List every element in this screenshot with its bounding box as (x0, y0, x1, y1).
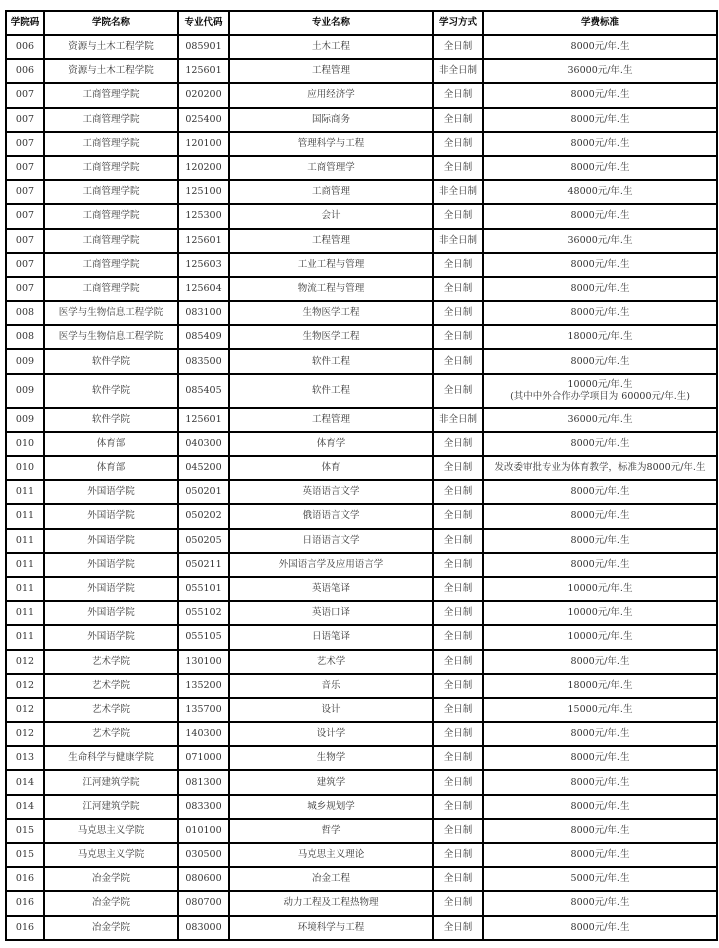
table-row (6, 35, 717, 59)
cell-major-name: 软件工程 (229, 349, 433, 373)
cell-study-mode: 全日制 (433, 553, 483, 577)
table-row (6, 325, 717, 349)
cell-tuition: 10000元/年.生 (483, 577, 717, 601)
cell-study-mode: 全日制 (433, 504, 483, 528)
table-row (6, 408, 717, 432)
cell-major-name: 马克思主义理论 (229, 843, 433, 867)
cell-study-mode: 全日制 (433, 577, 483, 601)
cell-tuition: 8000元/年.生 (483, 746, 717, 770)
header-major-name: 专业名称 (229, 11, 433, 35)
cell-study-mode: 全日制 (433, 843, 483, 867)
header-college-code: 学院码 (6, 11, 44, 35)
cell-tuition: 8000元/年.生 (483, 891, 717, 915)
cell-tuition: 8000元/年.生 (483, 35, 717, 59)
cell-college-name: 江河建筑学院 (44, 795, 178, 819)
cell-college-code: 011 (6, 625, 44, 649)
cell-college-code: 011 (6, 529, 44, 553)
cell-tuition: 8000元/年.生 (483, 650, 717, 674)
cell-major-name: 建筑学 (229, 770, 433, 794)
cell-college-code: 016 (6, 867, 44, 891)
cell-study-mode: 全日制 (433, 301, 483, 325)
cell-college-code: 012 (6, 722, 44, 746)
cell-college-name: 工商管理学院 (44, 204, 178, 228)
cell-major-code: 025400 (178, 108, 229, 132)
cell-major-name: 工商管理学 (229, 156, 433, 180)
cell-tuition: 8000元/年.生 (483, 301, 717, 325)
cell-major-name: 冶金工程 (229, 867, 433, 891)
cell-major-name: 日语语言文学 (229, 529, 433, 553)
cell-college-name: 外国语学院 (44, 625, 178, 649)
cell-college-code: 012 (6, 650, 44, 674)
table-row (6, 746, 717, 770)
cell-college-name: 马克思主义学院 (44, 819, 178, 843)
table-row (6, 529, 717, 553)
cell-tuition: 8000元/年.生 (483, 770, 717, 794)
cell-major-code: 083100 (178, 301, 229, 325)
table-row (6, 843, 717, 867)
cell-major-code: 120200 (178, 156, 229, 180)
cell-tuition: 发改委审批专业为体育教学，标准为8000元/年.生 (483, 456, 717, 480)
cell-college-code: 007 (6, 277, 44, 301)
cell-major-name: 环境科学与工程 (229, 916, 433, 940)
cell-college-name: 外国语学院 (44, 504, 178, 528)
cell-college-code: 011 (6, 553, 44, 577)
cell-college-name: 江河建筑学院 (44, 770, 178, 794)
cell-study-mode: 全日制 (433, 674, 483, 698)
table-row (6, 132, 717, 156)
table-row (6, 553, 717, 577)
cell-college-name: 工商管理学院 (44, 132, 178, 156)
table-row (6, 156, 717, 180)
cell-major-name: 软件工程 (229, 374, 433, 408)
cell-college-code: 011 (6, 577, 44, 601)
cell-study-mode: 非全日制 (433, 59, 483, 83)
cell-study-mode: 全日制 (433, 277, 483, 301)
cell-college-name: 外国语学院 (44, 577, 178, 601)
cell-tuition (483, 374, 717, 408)
cell-tuition: 18000元/年.生 (483, 674, 717, 698)
cell-tuition: 8000元/年.生 (483, 83, 717, 107)
table-row (6, 891, 717, 915)
cell-study-mode: 全日制 (433, 625, 483, 649)
table-row (6, 349, 717, 373)
cell-college-code: 012 (6, 674, 44, 698)
cell-study-mode: 全日制 (433, 480, 483, 504)
table-row (6, 819, 717, 843)
table-row (6, 456, 717, 480)
cell-college-name: 艺术学院 (44, 674, 178, 698)
cell-tuition: 8000元/年.生 (483, 553, 717, 577)
cell-tuition: 10000元/年.生 (483, 601, 717, 625)
cell-college-name: 医学与生物信息工程学院 (44, 301, 178, 325)
cell-study-mode: 全日制 (433, 601, 483, 625)
cell-college-name: 冶金学院 (44, 891, 178, 915)
cell-major-code: 120100 (178, 132, 229, 156)
cell-major-name: 哲学 (229, 819, 433, 843)
cell-college-code: 009 (6, 349, 44, 373)
cell-tuition: 8000元/年.生 (483, 843, 717, 867)
cell-college-name: 体育部 (44, 432, 178, 456)
cell-major-name: 生物医学工程 (229, 325, 433, 349)
header-college-name: 学院名称 (44, 11, 178, 35)
table-row (6, 770, 717, 794)
cell-college-name: 艺术学院 (44, 698, 178, 722)
cell-study-mode: 全日制 (433, 891, 483, 915)
cell-major-code: 125601 (178, 229, 229, 253)
cell-tuition: 8000元/年.生 (483, 277, 717, 301)
cell-college-name: 工商管理学院 (44, 229, 178, 253)
header-study-mode: 学习方式 (433, 11, 483, 35)
cell-major-name: 应用经济学 (229, 83, 433, 107)
cell-college-code: 007 (6, 132, 44, 156)
cell-study-mode: 全日制 (433, 867, 483, 891)
cell-major-code: 050211 (178, 553, 229, 577)
cell-study-mode: 全日制 (433, 204, 483, 228)
cell-study-mode: 全日制 (433, 770, 483, 794)
cell-major-code: 085901 (178, 35, 229, 59)
cell-study-mode: 非全日制 (433, 229, 483, 253)
cell-major-code: 050202 (178, 504, 229, 528)
cell-study-mode: 全日制 (433, 722, 483, 746)
cell-college-name: 工商管理学院 (44, 253, 178, 277)
cell-major-name: 物流工程与管理 (229, 277, 433, 301)
tuition-table (5, 10, 718, 941)
cell-major-code: 050201 (178, 480, 229, 504)
cell-major-code: 081300 (178, 770, 229, 794)
cell-college-name: 冶金学院 (44, 867, 178, 891)
cell-major-name: 设计 (229, 698, 433, 722)
cell-major-code: 083500 (178, 349, 229, 373)
table-row (6, 916, 717, 940)
cell-study-mode: 全日制 (433, 253, 483, 277)
cell-major-code: 045200 (178, 456, 229, 480)
cell-study-mode: 全日制 (433, 374, 483, 408)
cell-study-mode: 全日制 (433, 349, 483, 373)
table-row (6, 59, 717, 83)
table-row (6, 625, 717, 649)
cell-major-code: 085409 (178, 325, 229, 349)
cell-college-code: 008 (6, 301, 44, 325)
cell-college-code: 014 (6, 770, 44, 794)
cell-tuition: 8000元/年.生 (483, 795, 717, 819)
cell-major-name: 俄语语言文学 (229, 504, 433, 528)
cell-study-mode: 非全日制 (433, 408, 483, 432)
cell-college-code: 011 (6, 601, 44, 625)
cell-college-name: 工商管理学院 (44, 180, 178, 204)
cell-college-name: 艺术学院 (44, 650, 178, 674)
cell-major-code: 125601 (178, 408, 229, 432)
cell-major-name: 城乡规划学 (229, 795, 433, 819)
cell-major-code: 135700 (178, 698, 229, 722)
cell-college-code: 013 (6, 746, 44, 770)
cell-major-name: 动力工程及工程热物理 (229, 891, 433, 915)
cell-major-name: 外国语言学及应用语言学 (229, 553, 433, 577)
table-row (6, 504, 717, 528)
cell-study-mode: 全日制 (433, 35, 483, 59)
cell-college-code: 015 (6, 843, 44, 867)
cell-college-name: 马克思主义学院 (44, 843, 178, 867)
cell-tuition: 8000元/年.生 (483, 722, 717, 746)
cell-college-code: 015 (6, 819, 44, 843)
cell-study-mode: 全日制 (433, 795, 483, 819)
table-row (6, 698, 717, 722)
cell-major-name: 英语语言文学 (229, 480, 433, 504)
cell-college-name: 艺术学院 (44, 722, 178, 746)
cell-college-name: 软件学院 (44, 408, 178, 432)
cell-tuition: 8000元/年.生 (483, 916, 717, 940)
cell-major-code: 055105 (178, 625, 229, 649)
table-row (6, 722, 717, 746)
cell-college-code: 009 (6, 374, 44, 408)
cell-tuition: 10000元/年.生 (483, 625, 717, 649)
table-row (6, 83, 717, 107)
cell-major-code: 055102 (178, 601, 229, 625)
cell-college-code: 011 (6, 480, 44, 504)
cell-college-name: 生命科学与健康学院 (44, 746, 178, 770)
table-row (6, 374, 717, 408)
cell-major-name: 生物学 (229, 746, 433, 770)
cell-tuition: 36000元/年.生 (483, 229, 717, 253)
table-row (6, 432, 717, 456)
table-row (6, 674, 717, 698)
cell-major-name: 音乐 (229, 674, 433, 698)
cell-major-code: 080700 (178, 891, 229, 915)
table-row (6, 795, 717, 819)
cell-study-mode: 全日制 (433, 456, 483, 480)
cell-tuition: 15000元/年.生 (483, 698, 717, 722)
cell-major-code: 080600 (178, 867, 229, 891)
cell-major-name: 日语笔译 (229, 625, 433, 649)
cell-tuition: 8000元/年.生 (483, 504, 717, 528)
table-row (6, 277, 717, 301)
cell-study-mode: 全日制 (433, 156, 483, 180)
cell-tuition: 8000元/年.生 (483, 132, 717, 156)
cell-major-code: 125300 (178, 204, 229, 228)
cell-college-code: 012 (6, 698, 44, 722)
cell-tuition: 8000元/年.生 (483, 253, 717, 277)
cell-major-code: 135200 (178, 674, 229, 698)
cell-college-code: 007 (6, 253, 44, 277)
cell-major-code: 083000 (178, 916, 229, 940)
table-row (6, 301, 717, 325)
cell-college-code: 016 (6, 891, 44, 915)
cell-college-code: 014 (6, 795, 44, 819)
cell-college-name: 外国语学院 (44, 480, 178, 504)
cell-college-code: 010 (6, 432, 44, 456)
table-row (6, 577, 717, 601)
cell-major-name: 艺术学 (229, 650, 433, 674)
cell-major-name: 工程管理 (229, 229, 433, 253)
cell-college-name: 工商管理学院 (44, 156, 178, 180)
table-row (6, 601, 717, 625)
cell-tuition: 8000元/年.生 (483, 108, 717, 132)
cell-major-code: 125601 (178, 59, 229, 83)
cell-major-name: 会计 (229, 204, 433, 228)
cell-college-code: 008 (6, 325, 44, 349)
cell-college-name: 外国语学院 (44, 529, 178, 553)
table-row (6, 108, 717, 132)
cell-tuition: 18000元/年.生 (483, 325, 717, 349)
cell-college-name: 工商管理学院 (44, 83, 178, 107)
cell-study-mode: 全日制 (433, 132, 483, 156)
cell-major-name: 管理科学与工程 (229, 132, 433, 156)
cell-major-name: 工程管理 (229, 408, 433, 432)
tuition-note: (其中中外合作办学项目为 60000元/年.生) (510, 390, 690, 402)
table-body (6, 35, 717, 940)
cell-major-name: 英语笔译 (229, 577, 433, 601)
cell-tuition: 8000元/年.生 (483, 156, 717, 180)
cell-major-code: 083300 (178, 795, 229, 819)
cell-college-code: 009 (6, 408, 44, 432)
tuition-table-container (5, 10, 718, 941)
cell-study-mode: 全日制 (433, 916, 483, 940)
cell-major-name: 土木工程 (229, 35, 433, 59)
cell-college-name: 工商管理学院 (44, 108, 178, 132)
cell-college-name: 体育部 (44, 456, 178, 480)
cell-major-name: 工商管理 (229, 180, 433, 204)
cell-major-code: 050205 (178, 529, 229, 553)
cell-major-code: 071000 (178, 746, 229, 770)
table-row (6, 867, 717, 891)
cell-study-mode: 全日制 (433, 650, 483, 674)
cell-college-code: 006 (6, 35, 44, 59)
cell-college-code: 016 (6, 916, 44, 940)
cell-tuition: 8000元/年.生 (483, 349, 717, 373)
table-row (6, 180, 717, 204)
cell-major-code: 130100 (178, 650, 229, 674)
cell-study-mode: 全日制 (433, 83, 483, 107)
cell-college-code: 006 (6, 59, 44, 83)
cell-major-code: 030500 (178, 843, 229, 867)
cell-college-code: 011 (6, 504, 44, 528)
cell-college-name: 工商管理学院 (44, 277, 178, 301)
cell-college-code: 007 (6, 156, 44, 180)
header-tuition: 学费标准 (483, 11, 717, 35)
cell-college-name: 资源与土木工程学院 (44, 35, 178, 59)
cell-study-mode: 全日制 (433, 108, 483, 132)
cell-study-mode: 非全日制 (433, 180, 483, 204)
cell-college-name: 资源与土木工程学院 (44, 59, 178, 83)
table-row (6, 204, 717, 228)
cell-major-name: 体育学 (229, 432, 433, 456)
cell-college-name: 外国语学院 (44, 601, 178, 625)
cell-study-mode: 全日制 (433, 325, 483, 349)
cell-major-name: 生物医学工程 (229, 301, 433, 325)
cell-major-code: 040300 (178, 432, 229, 456)
cell-college-name: 医学与生物信息工程学院 (44, 325, 178, 349)
cell-major-name: 设计学 (229, 722, 433, 746)
header-major-code: 专业代码 (178, 11, 229, 35)
cell-tuition: 5000元/年.生 (483, 867, 717, 891)
cell-major-code: 010100 (178, 819, 229, 843)
cell-major-code: 125603 (178, 253, 229, 277)
cell-study-mode: 全日制 (433, 819, 483, 843)
cell-college-code: 007 (6, 229, 44, 253)
cell-study-mode: 全日制 (433, 746, 483, 770)
cell-college-code: 007 (6, 204, 44, 228)
table-row (6, 253, 717, 277)
cell-college-code: 007 (6, 108, 44, 132)
cell-college-code: 007 (6, 83, 44, 107)
cell-tuition: 8000元/年.生 (483, 432, 717, 456)
cell-major-code: 085405 (178, 374, 229, 408)
cell-tuition: 8000元/年.生 (483, 480, 717, 504)
cell-major-name: 国际商务 (229, 108, 433, 132)
cell-tuition: 36000元/年.生 (483, 408, 717, 432)
table-header-row (6, 11, 717, 35)
cell-major-code: 125100 (178, 180, 229, 204)
tuition-main: 10000元/年.生 (567, 378, 633, 390)
cell-tuition: 8000元/年.生 (483, 529, 717, 553)
cell-study-mode: 全日制 (433, 432, 483, 456)
cell-college-code: 007 (6, 180, 44, 204)
cell-tuition: 48000元/年.生 (483, 180, 717, 204)
cell-major-code: 140300 (178, 722, 229, 746)
cell-major-code: 020200 (178, 83, 229, 107)
cell-tuition: 36000元/年.生 (483, 59, 717, 83)
table-row (6, 650, 717, 674)
cell-study-mode: 全日制 (433, 529, 483, 553)
cell-study-mode: 全日制 (433, 698, 483, 722)
table-row (6, 229, 717, 253)
cell-college-name: 软件学院 (44, 349, 178, 373)
table-row (6, 480, 717, 504)
cell-major-name: 工程管理 (229, 59, 433, 83)
cell-tuition: 8000元/年.生 (483, 819, 717, 843)
cell-major-name: 英语口译 (229, 601, 433, 625)
cell-tuition: 8000元/年.生 (483, 204, 717, 228)
cell-major-code: 055101 (178, 577, 229, 601)
cell-major-name: 体育 (229, 456, 433, 480)
cell-major-name: 工业工程与管理 (229, 253, 433, 277)
cell-college-name: 冶金学院 (44, 916, 178, 940)
cell-college-name: 外国语学院 (44, 553, 178, 577)
cell-college-name: 软件学院 (44, 374, 178, 408)
cell-college-code: 010 (6, 456, 44, 480)
cell-major-code: 125604 (178, 277, 229, 301)
